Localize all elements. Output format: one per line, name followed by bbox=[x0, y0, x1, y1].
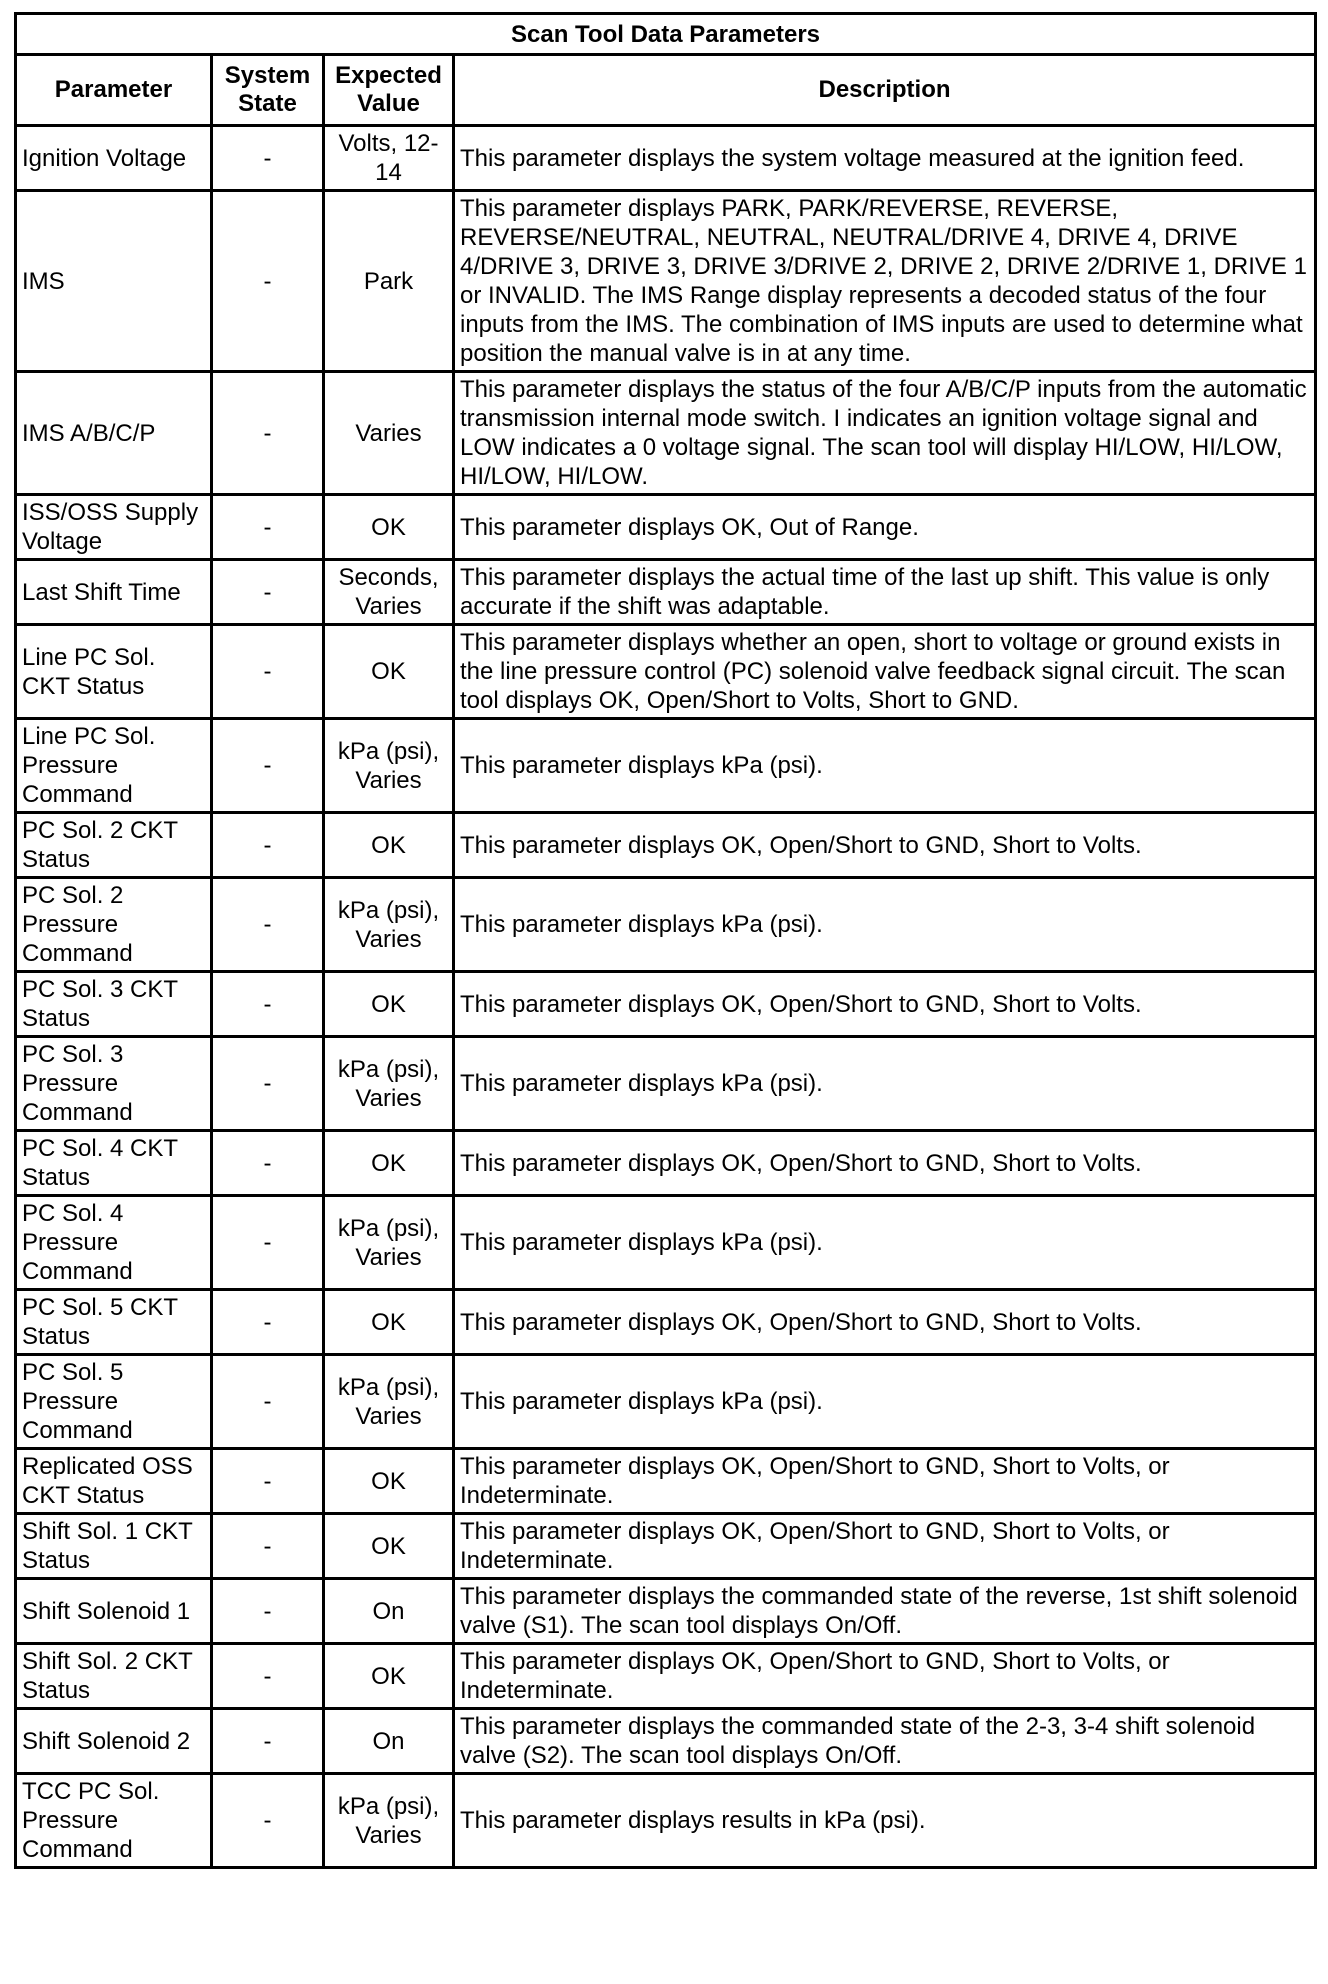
table-row bbox=[16, 372, 1316, 495]
table-body bbox=[16, 126, 1316, 1868]
system-state-cell: - bbox=[212, 1355, 324, 1449]
description-cell: This parameter displays kPa (psi). bbox=[454, 1196, 1316, 1290]
system-state-cell: - bbox=[212, 495, 324, 560]
system-state-cell: - bbox=[212, 560, 324, 625]
parameter-cell: PC Sol. 5 CKT Status bbox=[16, 1290, 212, 1355]
expected-value-cell: Park bbox=[324, 191, 454, 372]
expected-value-cell: kPa (psi), Varies bbox=[324, 1196, 454, 1290]
table-row bbox=[16, 1449, 1316, 1514]
table-row bbox=[16, 1037, 1316, 1131]
description-cell: This parameter displays kPa (psi). bbox=[454, 719, 1316, 813]
parameter-cell: Shift Sol. 2 CKT Status bbox=[16, 1644, 212, 1709]
table-row bbox=[16, 972, 1316, 1037]
table-row bbox=[16, 625, 1316, 719]
system-state-cell: - bbox=[212, 1131, 324, 1196]
table-row bbox=[16, 719, 1316, 813]
system-state-cell: - bbox=[212, 625, 324, 719]
description-cell: This parameter displays kPa (psi). bbox=[454, 1037, 1316, 1131]
description-cell: This parameter displays OK, Open/Short to GND, Short to Volts, or Indeterminate. bbox=[454, 1449, 1316, 1514]
system-state-cell: - bbox=[212, 1644, 324, 1709]
table-row bbox=[16, 1514, 1316, 1579]
expected-value-cell: kPa (psi), Varies bbox=[324, 1355, 454, 1449]
parameter-cell: PC Sol. 2 CKT Status bbox=[16, 813, 212, 878]
system-state-cell: - bbox=[212, 972, 324, 1037]
header-system-state: System State bbox=[212, 55, 324, 126]
system-state-cell: - bbox=[212, 1037, 324, 1131]
parameter-cell: Ignition Voltage bbox=[16, 126, 212, 191]
parameter-cell: IMS bbox=[16, 191, 212, 372]
description-cell: This parameter displays OK, Open/Short to GND, Short to Volts. bbox=[454, 972, 1316, 1037]
system-state-cell: - bbox=[212, 1196, 324, 1290]
description-cell: This parameter displays kPa (psi). bbox=[454, 1355, 1316, 1449]
system-state-cell: - bbox=[212, 878, 324, 972]
table-row bbox=[16, 1644, 1316, 1709]
description-cell: This parameter displays OK, Out of Range. bbox=[454, 495, 1316, 560]
table-row bbox=[16, 191, 1316, 372]
description-cell: This parameter displays the status of the four A/B/C/P inputs from the automatic transmission internal mode switch. I indicates an ignition voltage signal and LOW indicates a 0 voltage signal. The scan tool will display HI/LOW, HI/LOW, HI/LOW, HI/LOW. bbox=[454, 372, 1316, 495]
expected-value-cell: Seconds, Varies bbox=[324, 560, 454, 625]
header-parameter: Parameter bbox=[16, 55, 212, 126]
header-row bbox=[16, 55, 1316, 126]
description-cell: This parameter displays kPa (psi). bbox=[454, 878, 1316, 972]
expected-value-cell: OK bbox=[324, 1290, 454, 1355]
system-state-cell: - bbox=[212, 1774, 324, 1868]
expected-value-cell: On bbox=[324, 1709, 454, 1774]
description-cell: This parameter displays OK, Open/Short to GND, Short to Volts. bbox=[454, 1131, 1316, 1196]
description-cell: This parameter displays the system voltage measured at the ignition feed. bbox=[454, 126, 1316, 191]
expected-value-cell: OK bbox=[324, 1131, 454, 1196]
table-title: Scan Tool Data Parameters bbox=[16, 14, 1316, 55]
table-row bbox=[16, 1774, 1316, 1868]
table-row bbox=[16, 878, 1316, 972]
table-row bbox=[16, 126, 1316, 191]
title-row bbox=[16, 14, 1316, 55]
description-cell: This parameter displays OK, Open/Short to GND, Short to Volts, or Indeterminate. bbox=[454, 1644, 1316, 1709]
expected-value-cell: OK bbox=[324, 813, 454, 878]
system-state-cell: - bbox=[212, 1579, 324, 1644]
parameter-cell: Last Shift Time bbox=[16, 560, 212, 625]
table-row bbox=[16, 1355, 1316, 1449]
description-cell: This parameter displays OK, Open/Short to GND, Short to Volts. bbox=[454, 813, 1316, 878]
expected-value-cell: On bbox=[324, 1579, 454, 1644]
header-expected-value: Expected Value bbox=[324, 55, 454, 126]
expected-value-cell: kPa (psi), Varies bbox=[324, 1774, 454, 1868]
description-cell: This parameter displays the commanded state of the 2-3, 3-4 shift solenoid valve (S2). The scan tool displays On/Off. bbox=[454, 1709, 1316, 1774]
parameter-cell: PC Sol. 2 Pressure Command bbox=[16, 878, 212, 972]
system-state-cell: - bbox=[212, 719, 324, 813]
table-row bbox=[16, 813, 1316, 878]
system-state-cell: - bbox=[212, 1709, 324, 1774]
description-cell: This parameter displays OK, Open/Short to GND, Short to Volts, or Indeterminate. bbox=[454, 1514, 1316, 1579]
parameter-cell: ISS/OSS Supply Voltage bbox=[16, 495, 212, 560]
parameter-cell: Shift Sol. 1 CKT Status bbox=[16, 1514, 212, 1579]
expected-value-cell: kPa (psi), Varies bbox=[324, 878, 454, 972]
expected-value-cell: kPa (psi), Varies bbox=[324, 719, 454, 813]
header-description: Description bbox=[454, 55, 1316, 126]
parameter-cell: Shift Solenoid 2 bbox=[16, 1709, 212, 1774]
table-row bbox=[16, 495, 1316, 560]
table-row bbox=[16, 1709, 1316, 1774]
expected-value-cell: OK bbox=[324, 495, 454, 560]
description-cell: This parameter displays the actual time of the last up shift. This value is only accurate if the shift was adaptable. bbox=[454, 560, 1316, 625]
table-row bbox=[16, 1196, 1316, 1290]
scan-tool-data-table bbox=[14, 12, 1317, 1869]
parameter-cell: PC Sol. 5 Pressure Command bbox=[16, 1355, 212, 1449]
description-cell: This parameter displays the commanded state of the reverse, 1st shift solenoid valve (S1). The scan tool displays On/Off. bbox=[454, 1579, 1316, 1644]
parameter-cell: TCC PC Sol. Pressure Command bbox=[16, 1774, 212, 1868]
system-state-cell: - bbox=[212, 813, 324, 878]
system-state-cell: - bbox=[212, 372, 324, 495]
expected-value-cell: OK bbox=[324, 1449, 454, 1514]
document bbox=[14, 12, 1314, 1869]
system-state-cell: - bbox=[212, 1449, 324, 1514]
expected-value-cell: OK bbox=[324, 972, 454, 1037]
system-state-cell: - bbox=[212, 1514, 324, 1579]
parameter-cell: PC Sol. 3 CKT Status bbox=[16, 972, 212, 1037]
system-state-cell: - bbox=[212, 1290, 324, 1355]
table-row bbox=[16, 1290, 1316, 1355]
expected-value-cell: Varies bbox=[324, 372, 454, 495]
parameter-cell: IMS A/B/C/P bbox=[16, 372, 212, 495]
parameter-cell: Line PC Sol. CKT Status bbox=[16, 625, 212, 719]
table-row bbox=[16, 1579, 1316, 1644]
expected-value-cell: Volts, 12-14 bbox=[324, 126, 454, 191]
expected-value-cell: OK bbox=[324, 1644, 454, 1709]
table-row bbox=[16, 560, 1316, 625]
parameter-cell: Shift Solenoid 1 bbox=[16, 1579, 212, 1644]
expected-value-cell: OK bbox=[324, 1514, 454, 1579]
description-cell: This parameter displays OK, Open/Short to GND, Short to Volts. bbox=[454, 1290, 1316, 1355]
expected-value-cell: OK bbox=[324, 625, 454, 719]
parameter-cell: Replicated OSS CKT Status bbox=[16, 1449, 212, 1514]
parameter-cell: PC Sol. 3 Pressure Command bbox=[16, 1037, 212, 1131]
expected-value-cell: kPa (psi), Varies bbox=[324, 1037, 454, 1131]
parameter-cell: Line PC Sol. Pressure Command bbox=[16, 719, 212, 813]
description-cell: This parameter displays whether an open, short to voltage or ground exists in the line pressure control (PC) solenoid valve feedback signal circuit. The scan tool displays OK, Open/Short to Volts, Short to GND. bbox=[454, 625, 1316, 719]
description-cell: This parameter displays results in kPa (psi). bbox=[454, 1774, 1316, 1868]
parameter-cell: PC Sol. 4 Pressure Command bbox=[16, 1196, 212, 1290]
table-row bbox=[16, 1131, 1316, 1196]
description-cell: This parameter displays PARK, PARK/REVERSE, REVERSE, REVERSE/NEUTRAL, NEUTRAL, NEUTRAL/DRIVE 4, DRIVE 4, DRIVE 4/DRIVE 3, DRIVE 3, DRIVE 3/DRIVE 2, DRIVE 2, DRIVE 2/DRIVE 1, DRIVE 1 or INVALID. The IMS Range display represents a decoded status of the four inputs from the IMS. The combination of IMS inputs are used to determine what position the manual valve is in at any time. bbox=[454, 191, 1316, 372]
parameter-cell: PC Sol. 4 CKT Status bbox=[16, 1131, 212, 1196]
system-state-cell: - bbox=[212, 191, 324, 372]
system-state-cell: - bbox=[212, 126, 324, 191]
